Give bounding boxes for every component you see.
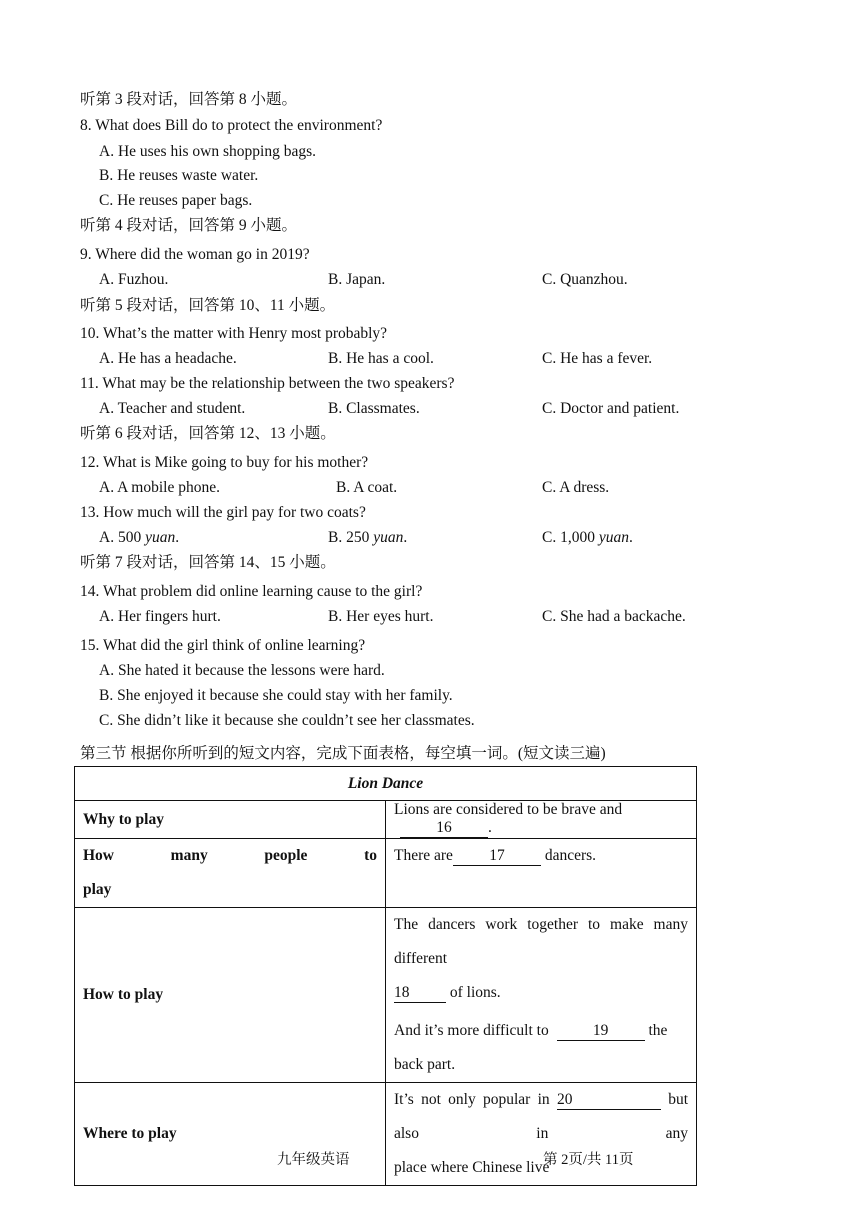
- currency-unit: yuan: [373, 529, 404, 546]
- question-11-stem: 11. What may be the relationship between the two speakers?: [80, 375, 455, 392]
- question-15-option-a: A. She hated it because the lessons were hard.: [99, 662, 385, 679]
- period: .: [628, 529, 633, 546]
- question-12-stem: 12. What is Mike going to buy for his mother?: [80, 454, 369, 471]
- currency-unit: yuan: [145, 529, 176, 546]
- row-content-where: [386, 1083, 697, 1186]
- question-12-option-a: A. A mobile phone.: [99, 479, 220, 496]
- option-text: C. 1,000: [542, 529, 599, 546]
- question-12-option-b: B. A coat.: [336, 479, 398, 496]
- row-label-how-many: [75, 839, 386, 908]
- question-12-option-c: C. A dress.: [542, 479, 610, 496]
- period: .: [403, 529, 408, 546]
- option-text: B. 250: [328, 529, 374, 546]
- section-heading-6: 听第 6 段对话，回答第 12、13 小题。: [80, 425, 336, 442]
- how-line-1: The dancers work together to make many different: [394, 916, 688, 967]
- answer-blank-19[interactable]: 19: [557, 1022, 645, 1041]
- question-8-stem: 8. What does Bill do to protect the environment?: [80, 117, 383, 134]
- lion-dance-table: [74, 766, 697, 1186]
- table-title: Lion Dance: [75, 767, 697, 801]
- question-9-option-b: B. Japan.: [328, 271, 386, 288]
- label-line-1: How many people to: [83, 847, 377, 864]
- row-text: It’s not only popular in: [394, 1091, 550, 1108]
- row-text: but also in any: [394, 1091, 689, 1142]
- question-8-option-a: A. He uses his own shopping bags.: [99, 143, 316, 160]
- footer-page-number: 第 2页/共 11页: [543, 1152, 634, 1168]
- question-15-option-b: B. She enjoyed it because she could stay with her family.: [99, 687, 453, 704]
- label-line-2: play: [83, 881, 112, 898]
- section-heading-3: 听第 3 段对话，回答第 8 小题。: [80, 91, 298, 108]
- question-15-option-c: C. She didn’t like it because she couldn’t see her classmates.: [99, 712, 475, 729]
- row-label-where: Where to play: [75, 1083, 386, 1186]
- row-text: the back part.: [394, 1022, 668, 1073]
- row-content-how-many: [386, 839, 697, 908]
- question-15-stem: 15. What did the girl think of online learning?: [80, 637, 366, 654]
- section-heading-5: 听第 5 段对话，回答第 10、11 小题。: [80, 297, 336, 314]
- question-11-option-b: B. Classmates.: [328, 400, 420, 417]
- question-8-option-b: B. He reuses waste water.: [99, 167, 259, 184]
- question-11-option-a: A. Teacher and student.: [99, 400, 246, 417]
- question-13-option-a: [99, 528, 179, 548]
- row-text: There are: [394, 847, 453, 864]
- section-heading-7: 听第 7 段对话，回答第 14、15 小题。: [80, 554, 336, 571]
- question-14-option-b: B. Her eyes hurt.: [328, 608, 434, 625]
- period: .: [488, 819, 492, 836]
- question-9-stem: 9. Where did the woman go in 2019?: [80, 246, 310, 263]
- answer-blank-16[interactable]: 16: [400, 819, 488, 838]
- question-9-option-c: C. Quanzhou.: [542, 271, 628, 288]
- question-11-option-c: C. Doctor and patient.: [542, 400, 680, 417]
- row-text: Lions are considered to be brave and: [394, 801, 623, 818]
- period: .: [175, 529, 180, 546]
- question-9-option-a: A. Fuzhou.: [99, 271, 169, 288]
- question-10-option-a: A. He has a headache.: [99, 350, 237, 367]
- where-line-2: place where Chinese live: [394, 1159, 550, 1176]
- row-text: And it’s more difficult to: [394, 1022, 549, 1039]
- question-14-option-c: C. She had a backache.: [542, 608, 686, 625]
- question-14-stem: 14. What problem did online learning cause to the girl?: [80, 583, 423, 600]
- answer-blank-17[interactable]: 17: [453, 847, 541, 866]
- part-3-heading: 第三节 根据你所听到的短文内容，完成下面表格，每空填一词。(短文读三遍): [80, 745, 606, 762]
- question-10-option-b: B. He has a cool.: [328, 350, 434, 367]
- question-10-stem: 10. What’s the matter with Henry most probably?: [80, 325, 388, 342]
- row-content-why: [386, 801, 697, 839]
- question-13-option-b: [328, 528, 407, 548]
- question-13-stem: 13. How much will the girl pay for two coats?: [80, 504, 366, 521]
- footer-subject: 九年级英语: [277, 1152, 350, 1168]
- section-heading-4: 听第 4 段对话，回答第 9 小题。: [80, 217, 298, 234]
- question-13-option-c: [542, 528, 633, 548]
- row-text: of lions.: [446, 984, 501, 1001]
- answer-blank-20[interactable]: 20: [557, 1091, 661, 1110]
- answer-blank-18[interactable]: 18: [394, 984, 446, 1003]
- row-content-how: [386, 908, 697, 1083]
- option-text: A. 500: [99, 529, 146, 546]
- row-text: dancers.: [540, 847, 597, 864]
- row-label-why: Why to play: [75, 801, 386, 839]
- currency-unit: yuan: [598, 529, 629, 546]
- question-10-option-c: C. He has a fever.: [542, 350, 653, 367]
- question-8-option-c: C. He reuses paper bags.: [99, 192, 253, 209]
- question-14-option-a: A. Her fingers hurt.: [99, 608, 221, 625]
- row-label-how: How to play: [75, 908, 386, 1083]
